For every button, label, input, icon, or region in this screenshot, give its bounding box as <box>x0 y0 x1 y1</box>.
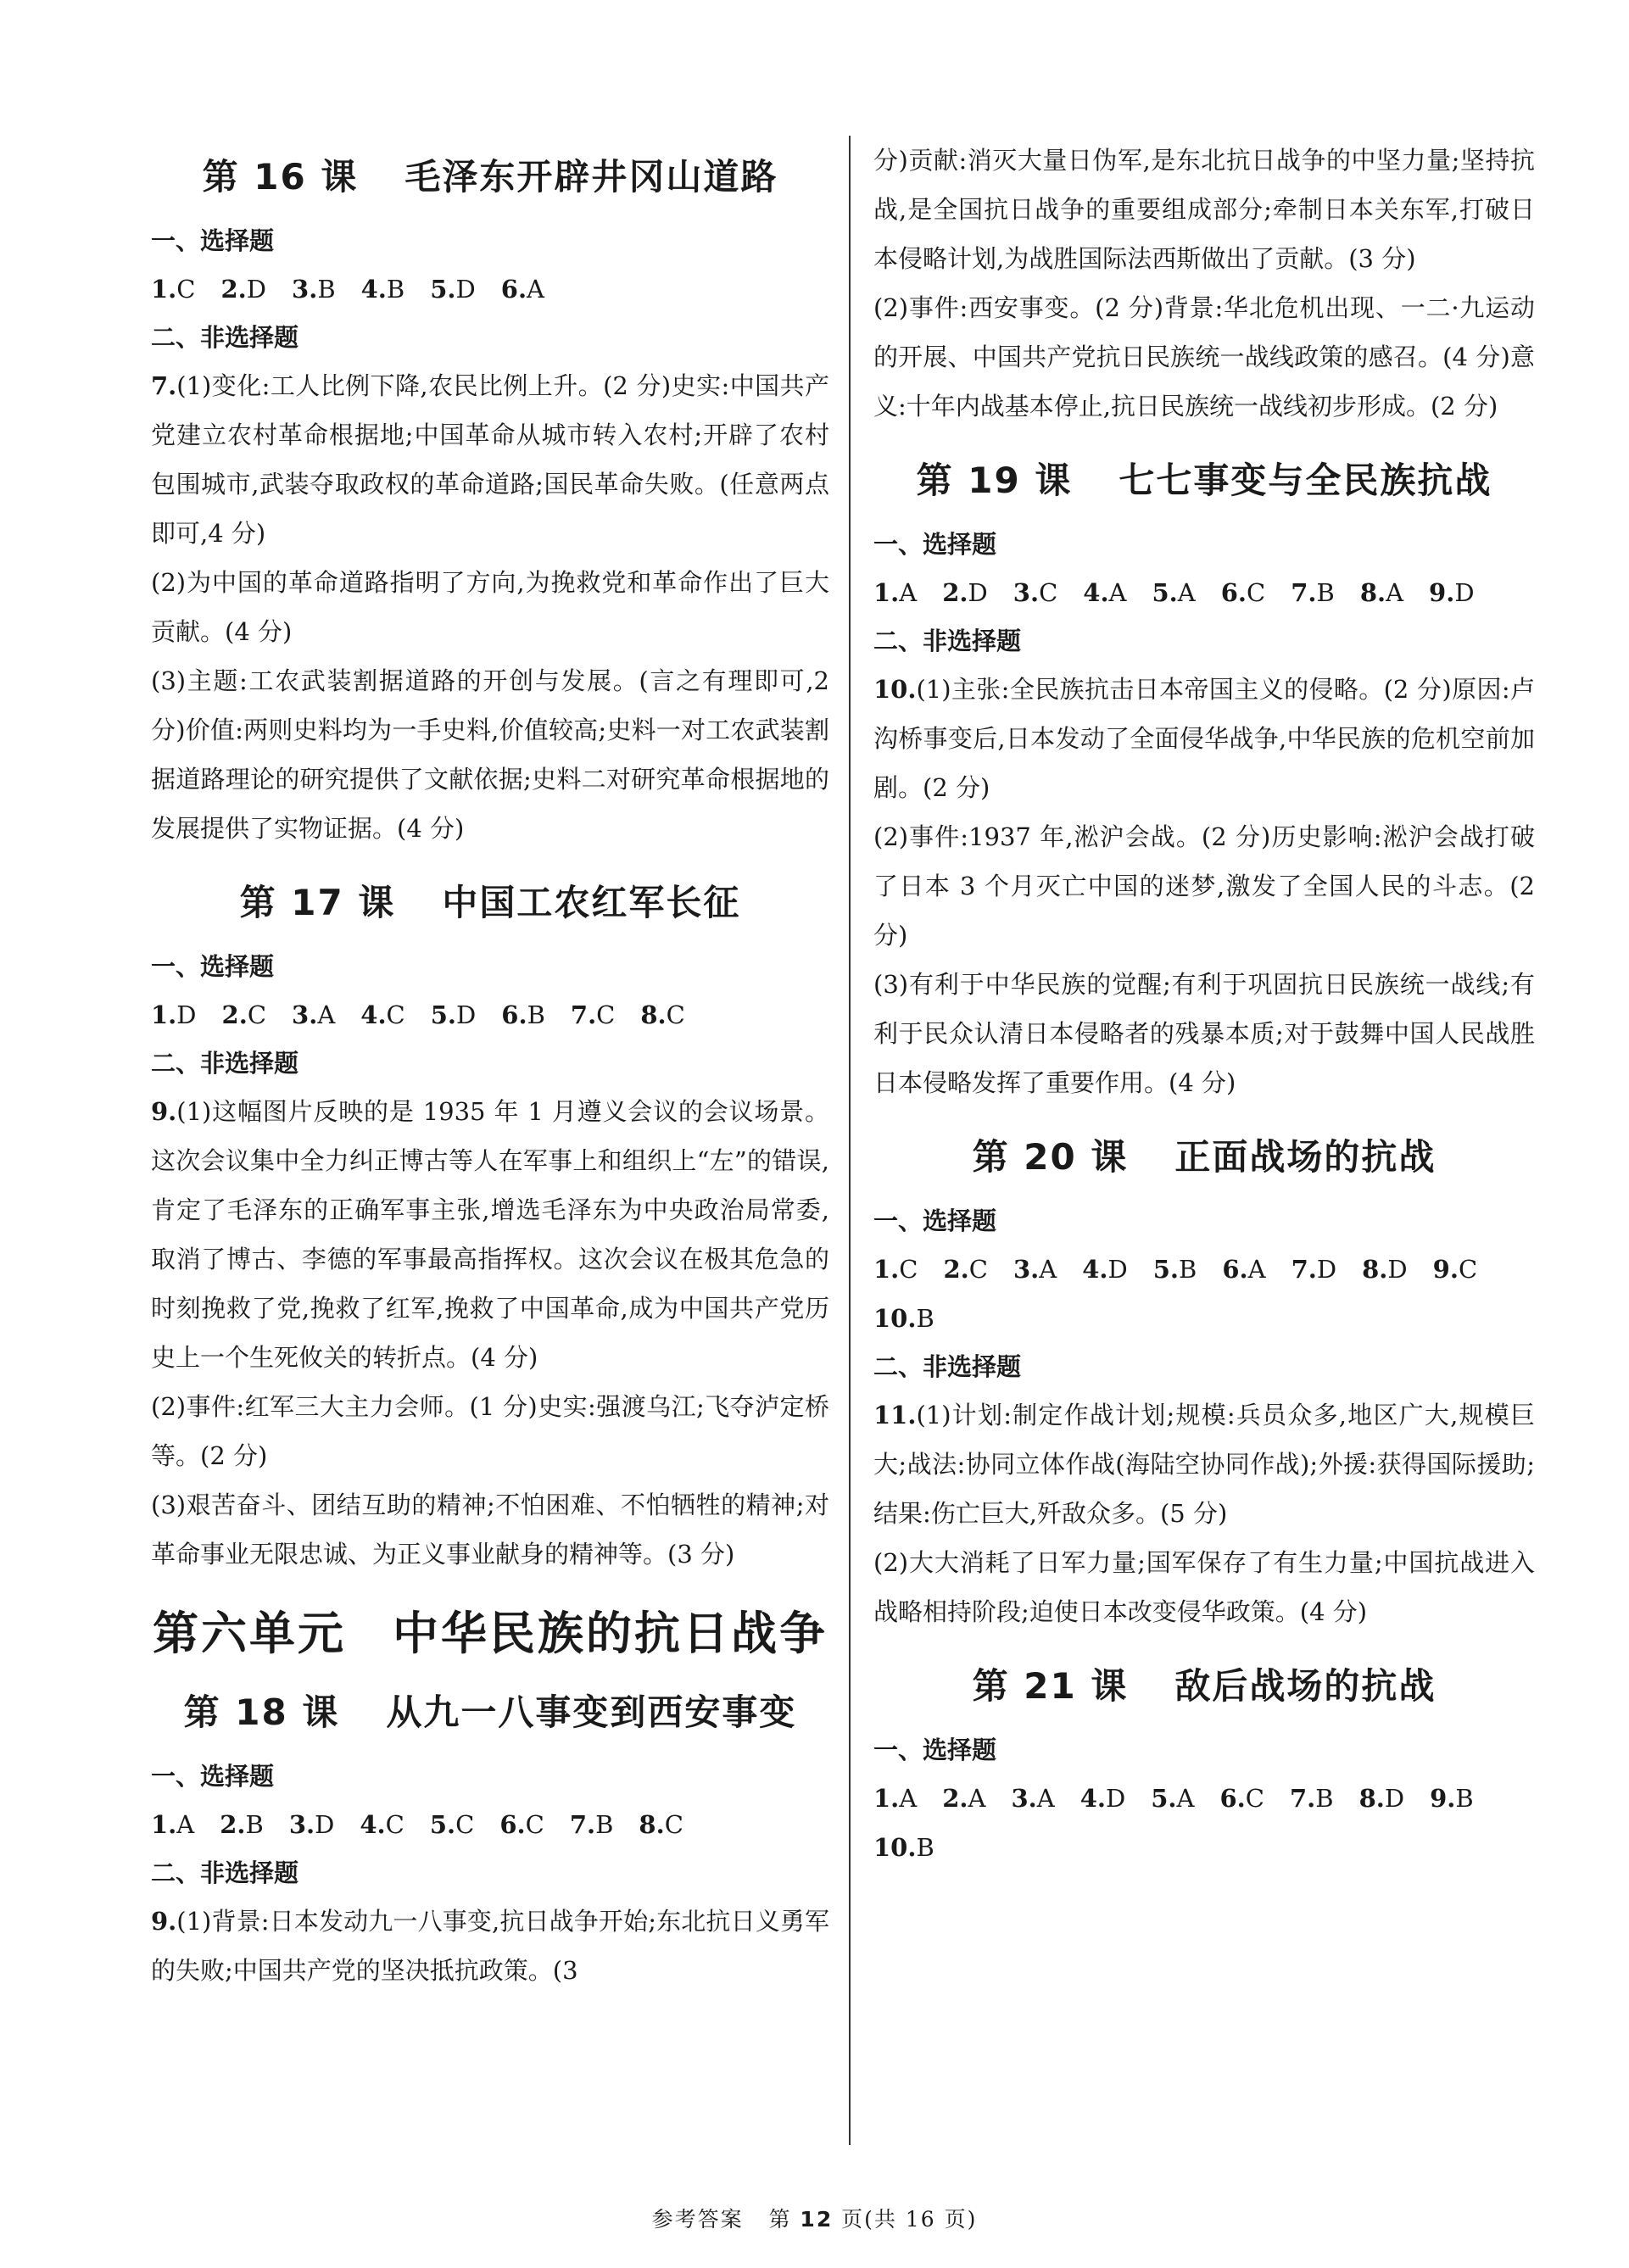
section-heading: 一、选择题 <box>873 530 997 559</box>
mc-number: 2. <box>942 1784 968 1813</box>
mc-letter: D <box>1454 578 1475 607</box>
mc-answers-18 <box>151 1800 829 1849</box>
mc-answers-16 <box>151 265 829 314</box>
mc-answer <box>1151 1784 1194 1813</box>
mc-letter: C <box>386 1000 405 1029</box>
mc-number: 2. <box>221 1000 248 1029</box>
mc-letter: A <box>176 1810 195 1839</box>
mc-answer <box>1011 1784 1054 1813</box>
mc-letter: D <box>1105 1784 1126 1813</box>
section-heading: 一、选择题 <box>873 1736 997 1764</box>
mc-number: 2. <box>220 275 247 304</box>
mc-number: 8. <box>640 1000 667 1029</box>
mc-answer <box>639 1810 683 1839</box>
mc-number: 2. <box>220 1810 246 1839</box>
mc-number: 6. <box>1220 578 1247 607</box>
mc-letter: D <box>456 1000 477 1029</box>
mc-answer <box>1219 1784 1264 1813</box>
mc-letter: C <box>525 1810 544 1839</box>
mc-letter: A <box>1177 578 1196 607</box>
mc-number: 3. <box>1011 1784 1037 1813</box>
mc-answer <box>873 1784 917 1813</box>
mc-number: 9. <box>1429 578 1455 607</box>
mc-answer <box>873 1255 918 1284</box>
page-footer: 参考答案 第 12 页(共 16 页) <box>651 2207 978 2232</box>
mc-number: 3. <box>292 275 318 304</box>
mc-letter: B <box>1315 1784 1334 1813</box>
mc-number: 5. <box>1152 1255 1180 1284</box>
mc-answer <box>1013 578 1057 607</box>
mc-answer <box>1362 1255 1408 1284</box>
question-9-l17: 9.(1)这幅图片反映的是 1935 年 1 月遵义会议的会议场景。这次会议集中全力纠正博古等人在军事上和组织上“左”的错误,肯定了毛泽东的正确军事主张,增选毛泽东为中央政治局常委,取消了博古、李德的军事最高指挥权。这次会议在极其危急的时刻挽救了党,挽救了红军,挽救了中国革命,成为中国共产党历史上一个生死攸关的转折点。(4 分) (2)事件:红军三大主力会师。(1 分)史实:强渡乌江;飞夺泸定桥等。(2 分) (3)艰苦奋斗、团结互助的精神;不怕困难、不怕牺牲的精神;对革命事业无限忠诚、为正义事业献身的精神等。(3 分) <box>151 1097 829 1569</box>
mc-number: 4. <box>1082 1255 1108 1284</box>
mc-number: 1. <box>151 1810 177 1839</box>
mc-answer <box>289 1810 335 1839</box>
mc-letter: C <box>968 1255 988 1284</box>
mc-letter: C <box>664 1810 683 1839</box>
mc-number: 3. <box>292 1000 318 1029</box>
mc-answer <box>1359 1784 1405 1813</box>
mc-number: 3. <box>1013 578 1040 607</box>
mc-answer <box>1222 1255 1265 1284</box>
mc-answers-20-row2 <box>873 1294 1535 1343</box>
mc-answer <box>1429 578 1475 607</box>
mc-letter: B <box>916 1304 934 1333</box>
mc-number: 8. <box>1358 1784 1385 1813</box>
lesson-17-title: 第 17 课 中国工农红军长征 <box>239 882 741 923</box>
mc-letter: D <box>246 275 267 304</box>
mc-letter: A <box>1108 578 1127 607</box>
mc-letter: C <box>1458 1255 1478 1284</box>
mc-answer <box>571 1000 615 1029</box>
mc-letter: A <box>1176 1784 1195 1813</box>
mc-number: 6. <box>1219 1784 1246 1813</box>
mc-answer <box>1153 1255 1197 1284</box>
mc-letter: C <box>455 1810 475 1839</box>
mc-answer <box>1433 1255 1477 1284</box>
section-heading: 二、非选择题 <box>151 1049 299 1078</box>
mc-number: 4. <box>360 1000 387 1029</box>
question-9-l18-continued: 分)贡献:消灭大量日伪军,是东北抗日战争的中坚力量;坚持抗战,是全国抗日战争的重要组成部分;牵制日本关东军,打破日本侵略计划,为战胜国际法西斯做出了贡献。(3 分) (2)事件:西安事变。(2 分)背景:华北危机出现、一二·九运动的开展、中国共产党抗日民族统一战线政策的感召。(4 分)意义:十年内战基本停止,抗日民族统一战线初步形成。(2 分) <box>873 146 1535 421</box>
lesson-16-title: 第 16 课 毛泽东开辟井冈山道路 <box>202 156 778 198</box>
mc-answer <box>1360 578 1403 607</box>
mc-answer <box>1290 1784 1334 1813</box>
mc-answer <box>220 1810 264 1839</box>
mc-answer <box>501 1000 545 1029</box>
mc-number: 5. <box>430 1000 457 1029</box>
mc-number: 4. <box>360 275 387 304</box>
mc-number: 6. <box>501 1000 527 1029</box>
mc-number: 5. <box>429 1810 456 1839</box>
mc-answer <box>360 1810 404 1839</box>
mc-answer <box>151 275 195 304</box>
mc-letter: B <box>1455 1784 1474 1813</box>
mc-answer <box>873 578 917 607</box>
mc-number: 2. <box>943 1255 969 1284</box>
mc-answer <box>1291 578 1335 607</box>
mc-number: 8. <box>1362 1255 1388 1284</box>
mc-number: 7. <box>570 1000 597 1029</box>
mc-answer <box>292 275 336 304</box>
mc-letter: B <box>916 1833 934 1862</box>
mc-answers-20 <box>873 1245 1535 1294</box>
mc-number: 7. <box>569 1810 596 1839</box>
mc-letter: B <box>595 1810 614 1839</box>
mc-answer <box>430 275 476 304</box>
lesson-20-title: 第 20 课 正面战场的抗战 <box>972 1136 1437 1178</box>
question-10: 10.(1)主张:全民族抗击日本帝国主义的侵略。(2 分)原因:卢沟桥事变后,日本发动了全面侵华战争,中华民族的危机空前加剧。(2 分) (2)事件:1937 年,淞沪会战。(2 分)历史影响:淞沪会战打破了日本 3 个月灭亡中国的迷梦,激发了全国人民的斗志。(2 分) (3)有利于中华民族的觉醒;有利于巩固抗日民族统一战线;有利于民众认清日本侵略者的残暴本质;对于鼓舞中国人民战胜日本侵略发挥了重要作用。(4 分) <box>873 675 1535 1097</box>
mc-answer <box>1083 578 1126 607</box>
lesson-18-title: 第 18 课 从九一八事变到西安事变 <box>183 1691 797 1733</box>
mc-number: 2. <box>942 578 968 607</box>
mc-number: 1. <box>873 1255 900 1284</box>
mc-letter: A <box>968 1784 986 1813</box>
mc-letter: A <box>1036 1784 1055 1813</box>
mc-answer <box>1291 1255 1337 1284</box>
mc-number: 7. <box>1289 1784 1316 1813</box>
mc-letter: C <box>1039 578 1058 607</box>
mc-letter: D <box>315 1810 335 1839</box>
mc-number: 1. <box>873 578 900 607</box>
question-11: 11.(1)计划:制定作战计划;规模:兵员众多,地区广大,规模巨大;战法:协同立体作战(海陆空协同作战);外援:获得国际援助;结果:伤亡巨大,歼敌众多。(5 分) (2)大大消耗了日军力量;国军保存了有生力量;中国抗战进入战略相持阶段;迫使日本改变侵华政策。(4 分) <box>873 1401 1535 1626</box>
section-heading: 二、非选择题 <box>873 1352 1022 1381</box>
mc-answers-17 <box>151 990 829 1039</box>
mc-number: 1. <box>151 275 177 304</box>
mc-answer <box>873 1304 934 1333</box>
mc-answer <box>222 1000 266 1029</box>
mc-number: 7. <box>1291 578 1317 607</box>
lesson-19-title: 第 19 课 七七事变与全民族抗战 <box>916 460 1492 501</box>
mc-number: 4. <box>360 1810 386 1839</box>
mc-answer <box>1080 1784 1126 1813</box>
mc-number: 7. <box>1291 1255 1317 1284</box>
mc-number: 8. <box>639 1810 665 1839</box>
mc-number: 10. <box>873 1304 917 1333</box>
mc-answer <box>361 275 405 304</box>
mc-answer <box>1221 578 1265 607</box>
mc-letter: D <box>176 1000 197 1029</box>
mc-answers-21 <box>873 1774 1535 1823</box>
right-column <box>873 136 1535 1872</box>
footer-label: 参考答案 <box>651 2207 744 2232</box>
mc-letter: D <box>1107 1255 1128 1284</box>
mc-number: 1. <box>873 1784 900 1813</box>
mc-letter: D <box>1316 1255 1337 1284</box>
section-heading: 一、选择题 <box>151 226 275 255</box>
unit-6-title: 第六单元 中华民族的抗日战争 <box>153 1606 828 1660</box>
mc-answer <box>1082 1255 1128 1284</box>
section-heading: 二、非选择题 <box>151 1858 299 1887</box>
mc-letter: A <box>1247 1255 1266 1284</box>
mc-answer <box>499 1810 544 1839</box>
mc-letter: B <box>1316 578 1335 607</box>
mc-letter: B <box>245 1810 264 1839</box>
mc-letter: B <box>1179 1255 1197 1284</box>
mc-number: 9. <box>1432 1255 1459 1284</box>
left-column <box>151 127 829 1995</box>
section-heading: 一、选择题 <box>151 952 275 981</box>
mc-answer <box>1430 1784 1474 1813</box>
mc-number: 4. <box>1079 1784 1106 1813</box>
mc-answer <box>431 1000 477 1029</box>
mc-answer <box>942 578 988 607</box>
section-heading: 一、选择题 <box>873 1206 997 1235</box>
mc-letter: A <box>527 275 544 304</box>
mc-answers-19 <box>873 568 1535 617</box>
mc-number: 10. <box>873 1833 917 1862</box>
mc-answers-21-row2 <box>873 1823 1535 1872</box>
mc-answer <box>501 275 544 304</box>
mc-number: 6. <box>499 1810 526 1839</box>
mc-answer <box>220 275 266 304</box>
mc-answer <box>1013 1255 1057 1284</box>
section-heading: 一、选择题 <box>151 1762 275 1791</box>
mc-answer <box>873 1833 934 1862</box>
mc-answer <box>640 1000 684 1029</box>
mc-letter: C <box>385 1810 404 1839</box>
mc-letter: B <box>527 1000 545 1029</box>
mc-letter: C <box>1247 578 1266 607</box>
mc-letter: B <box>317 275 336 304</box>
mc-number: 6. <box>500 275 527 304</box>
mc-number: 3. <box>1013 1255 1040 1284</box>
mc-letter: D <box>968 578 988 607</box>
mc-letter: C <box>596 1000 616 1029</box>
mc-answer <box>570 1810 614 1839</box>
mc-number: 6. <box>1222 1255 1248 1284</box>
mc-letter: B <box>386 275 405 304</box>
mc-number: 5. <box>1152 578 1178 607</box>
mc-answer <box>942 1784 985 1813</box>
question-9-l18: 9.(1)背景:日本发动九一八事变,抗日战争开始;东北抗日义勇军的失败;中国共产党的坚决抵抗政策。(3 <box>151 1907 829 1985</box>
mc-letter: D <box>1387 1255 1408 1284</box>
mc-answer <box>1152 578 1196 607</box>
mc-number: 1. <box>151 1000 177 1029</box>
mc-number: 8. <box>1359 578 1386 607</box>
mc-answer <box>430 1810 474 1839</box>
mc-letter: A <box>317 1000 336 1029</box>
section-heading: 二、非选择题 <box>873 627 1022 655</box>
mc-answer <box>360 1000 404 1029</box>
mc-letter: D <box>1384 1784 1405 1813</box>
mc-number: 4. <box>1083 578 1109 607</box>
mc-letter: C <box>247 1000 267 1029</box>
mc-number: 5. <box>430 275 456 304</box>
mc-number: 5. <box>1151 1784 1177 1813</box>
mc-letter: C <box>666 1000 685 1029</box>
mc-letter: A <box>899 578 918 607</box>
mc-letter: C <box>176 275 196 304</box>
mc-number: 9. <box>1430 1784 1456 1813</box>
section-heading: 二、非选择题 <box>151 323 299 352</box>
mc-answer <box>151 1000 197 1029</box>
mc-letter: C <box>899 1255 918 1284</box>
mc-letter: A <box>1386 578 1404 607</box>
page-number: 12 <box>800 2207 834 2232</box>
mc-number: 3. <box>288 1810 315 1839</box>
question-7: 7.(1)变化:工人比例下降,农民比例上升。(2 分)史实:中国共产党建立农村革命根据地;中国革命从城市转入农村;开辟了农村包围城市,武装夺取政权的革命道路;国民革命失败。(任意两点即可,4 分) (2)为中国的革命道路指明了方向,为挽救党和革命作出了巨大贡献。(4 分) (3)主题:工农武装割据道路的开创与发展。(言之有理即可,2 分)价值:两则史料均为一手史料,价值较高;史料一对工农武装割据道路理论的研究提供了文献依据;史料二对研究革命根据地的发展提供了实物证据。(4 分) <box>151 371 829 843</box>
mc-letter: A <box>1039 1255 1057 1284</box>
mc-letter: A <box>899 1784 918 1813</box>
column-divider <box>849 136 851 2145</box>
mc-answer <box>292 1000 335 1029</box>
mc-answer <box>943 1255 987 1284</box>
mc-answer <box>151 1810 194 1839</box>
mc-letter: D <box>455 275 476 304</box>
lesson-21-title: 第 21 课 敌后战场的抗战 <box>972 1665 1437 1707</box>
mc-letter: C <box>1245 1784 1264 1813</box>
